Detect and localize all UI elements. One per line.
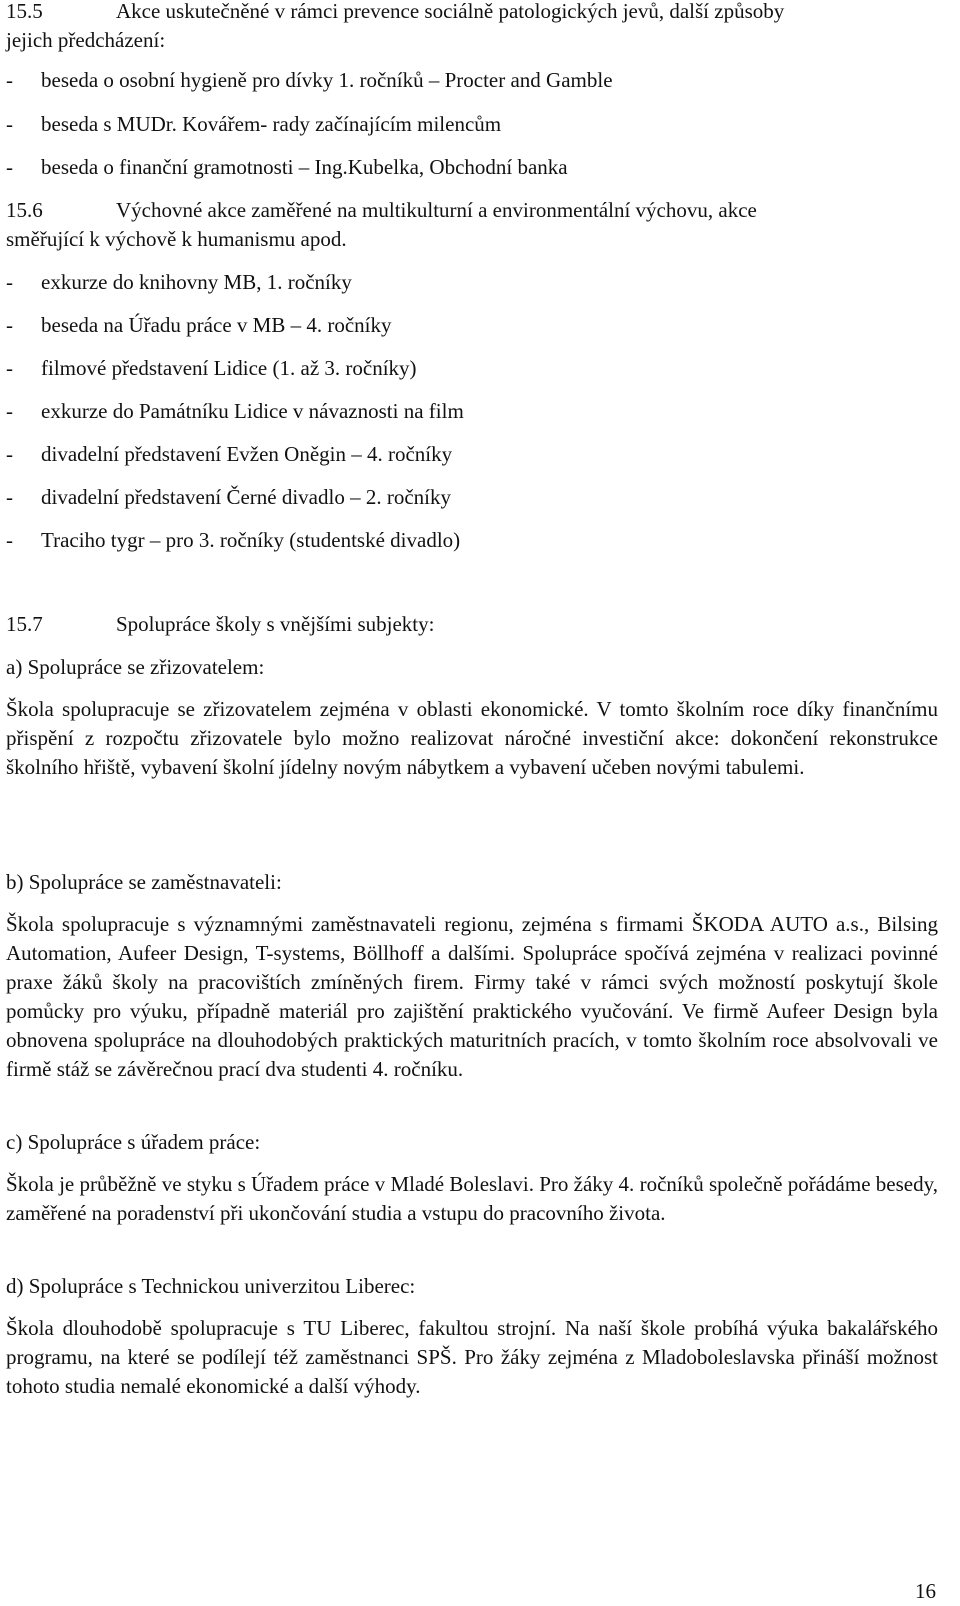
- section-15-7-heading: [6, 610, 938, 639]
- subsection-b-paragraph: Škola spolupracuje s významnými zaměstnavateli regionu, zejména s firmami ŠKODA AUTO a.s., Bilsing Automation, Aufeer Design, T-systems, Böllhoff a dalšími. Spolupráce spočívá zejména v realizaci povinné praxe žáků školy na pracovištích zmíněných firem. Firmy také v rámci svých možností poskytují škole pomůcky pro výuku, případně materiál pro zajištění praktického vyučování. Ve firmě Aufeer Design byla obnovena spolupráce na dlouhodobých praktických maturitních pracích, v tomto školním roce absolvovali ve firmě stáž se závěrečnou prací dva studenti 4. ročníku.: [6, 912, 938, 1081]
- list-item: - divadelní představení Černé divadlo – 2. ročníky: [6, 485, 451, 509]
- list-item: - Traciho tygr – pro 3. ročníky (studentské divadlo): [6, 528, 461, 552]
- subsection-c-heading: c) Spolupráce s úřadem práce:: [6, 1130, 261, 1154]
- list-item: - filmové představení Lidice (1. až 3. ročníky): [6, 356, 417, 380]
- section-title-continuation: směřující k výchově k humanismu apod.: [6, 227, 347, 251]
- section-title: Spolupráce školy s vnějšími subjekty:: [116, 612, 435, 636]
- list-item: - exkurze do knihovny MB, 1. ročníky: [6, 270, 352, 294]
- list-item: - beseda o finanční gramotnosti – Ing.Kubelka, Obchodní banka: [6, 155, 568, 179]
- section-15-5-heading: [6, 0, 938, 55]
- list-item: - exkurze do Památníku Lidice v návaznosti na film: [6, 399, 464, 423]
- subsection-a-paragraph: Škola spolupracuje se zřizovatelem zejména v oblasti ekonomické. V tomto školním roce díky finančnímu přispění z rozpočtu zřizovatele bylo možno realizovat náročné investiční akce: dokončení rekonstrukce školního hřiště, vybavení školní jídelny novým nábytkem a vybavení učeben novými tabulemi.: [6, 697, 938, 779]
- subsection-d-paragraph: Škola dlouhodobě spolupracuje s TU Liberec, fakultou strojní. Na naší škole probíhá výuka bakalářského programu, na které se podílejí též zaměstnanci SPŠ. Pro žáky zejména z Mladoboleslavska přináší možnost tohoto studia nemalé ekonomické a další výhody.: [6, 1316, 938, 1398]
- subsection-a-heading: a) Spolupráce se zřizovatelem:: [6, 655, 265, 679]
- list-item: - beseda o osobní hygieně pro dívky 1. ročníků – Procter and Gamble: [6, 68, 613, 92]
- section-title: Výchovné akce zaměřené na multikulturní a environmentální výchovu, akce: [116, 198, 757, 222]
- section-number: 15.6: [6, 198, 43, 222]
- subsection-d-heading: d) Spolupráce s Technickou univerzitou Liberec:: [6, 1274, 416, 1298]
- subsection-b-heading: b) Spolupráce se zaměstnavateli:: [6, 870, 282, 894]
- list-item: - beseda na Úřadu práce v MB – 4. ročníky: [6, 313, 392, 337]
- section-15-6-heading: [6, 196, 938, 254]
- list-item: - divadelní představení Evžen Oněgin – 4. ročníky: [6, 442, 453, 466]
- section-number: 15.5: [6, 0, 43, 23]
- subsection-c-paragraph: Škola je průběžně ve styku s Úřadem práce v Mladé Boleslavi. Pro žáky 4. ročníků společně pořádáme besedy, zaměřené na poradenství při ukončování studia a vstupu do pracovního života.: [6, 1172, 938, 1225]
- page-number: 16: [915, 1579, 936, 1603]
- list-item: - beseda s MUDr. Kovářem- rady začínajícím milencům: [6, 112, 502, 136]
- section-number: 15.7: [6, 612, 43, 636]
- section-title: Akce uskutečněné v rámci prevence sociálně patologických jevů, další způsoby: [116, 0, 785, 23]
- section-title-continuation: jejich předcházení:: [6, 28, 166, 52]
